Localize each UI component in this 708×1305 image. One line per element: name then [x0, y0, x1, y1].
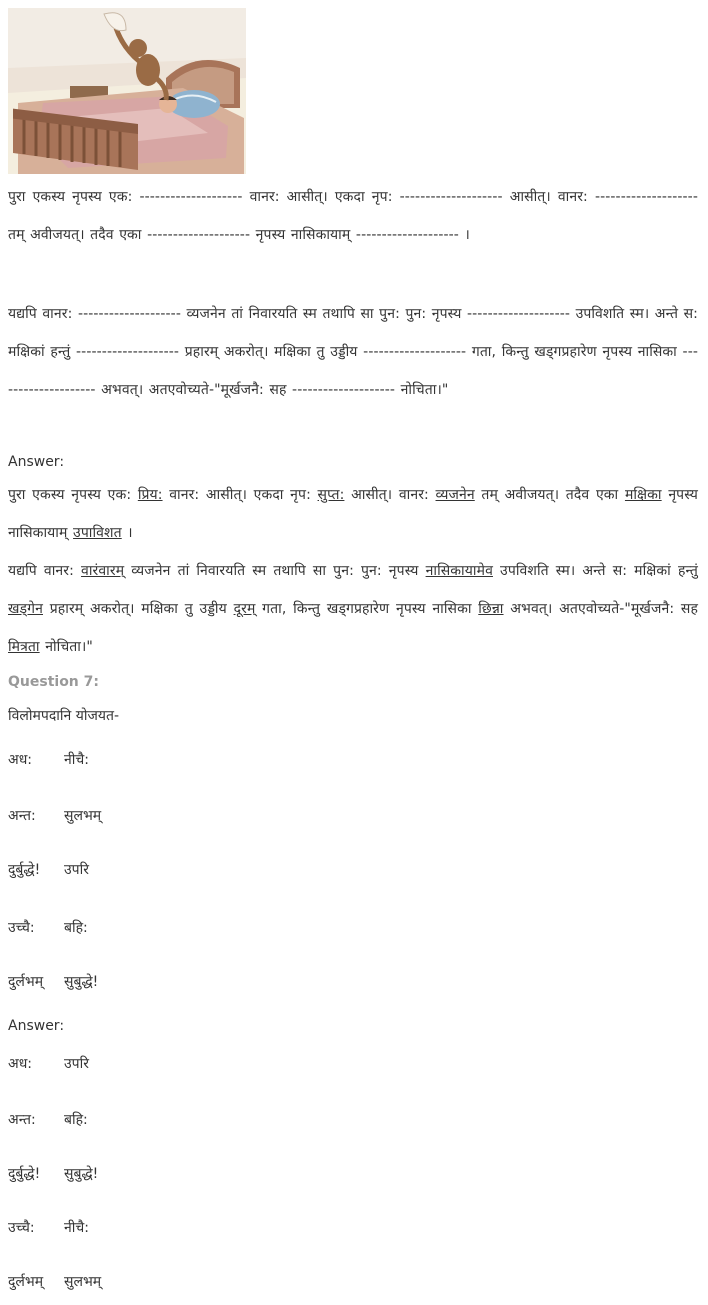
- pair-right: उपरि: [64, 862, 89, 878]
- answer-pair: [8, 1164, 98, 1184]
- answer-blank: उपाविशत: [73, 525, 122, 541]
- pair-left: अध:: [8, 752, 33, 768]
- question-paragraph-2-text: यद्यपि वानर: -------------------- व्यजनेन तां निवारयति स्म तथापि सा पुन: पुन: नृपस्य -------------------- उपविशति स्म। अन्ते स: मक्षिकां हन्तुं -------------------- प्रहारम् अकरोत्। मक्षिका तु उड्डीय -------------------- गता, किन्तु खड्गप्रहारेण नृपस्य नासिका -------------------- अभवत्। अतएवोच्यते-"मूर्खजनै: सह -------------------- नोचिता।": [8, 306, 698, 398]
- answer-text: नृपस्य नासिकायाम्: [8, 487, 699, 541]
- answer-pair: [8, 1272, 101, 1292]
- pair-left: उच्चै:: [8, 920, 35, 936]
- pair-right: बहि:: [64, 1112, 88, 1128]
- pair-left: दुर्बुद्धे!: [8, 1166, 41, 1182]
- pair-right: नीचै:: [64, 752, 90, 768]
- pair-right: सुलभम्: [64, 1274, 102, 1290]
- answer-blank: छिन्ना: [478, 601, 504, 617]
- answer-blank: व्यजनेन: [435, 487, 475, 503]
- answer-text: अभवत्। अतएवोच्यते-"मूर्खजनै: सह: [503, 601, 698, 617]
- question-pair: [8, 750, 89, 770]
- answer-paragraph-2: [8, 552, 698, 666]
- answer-blank: खड्गेन: [8, 601, 43, 617]
- pair-left: दुर्बुद्धे!: [8, 862, 41, 878]
- pair-right: सुबुद्धे!: [64, 1166, 99, 1182]
- answer-blank: मक्षिका: [624, 487, 662, 503]
- answer-text: नोचिता।": [39, 639, 93, 655]
- answer-blank: वारंवारम्: [81, 563, 125, 579]
- answer-pair: [8, 1110, 88, 1130]
- answer-blank: सुप्त:: [317, 487, 345, 503]
- question-7-instruction: विलोमपदानि योजयत-: [8, 708, 120, 724]
- answer-text: ।: [121, 525, 133, 541]
- pair-left: दुर्लभम्: [8, 974, 44, 990]
- answer-text: आसीत्। वानर:: [344, 487, 436, 503]
- answer-blank: मित्रता: [8, 639, 40, 655]
- question-pair: [8, 918, 88, 938]
- monkey-king-illustration: [8, 8, 246, 174]
- answer-text: गता, किन्तु खड्गप्रहारेण नृपस्य नासिका: [255, 601, 479, 617]
- answer-pair: [8, 1054, 89, 1074]
- pair-left: अन्त:: [8, 808, 36, 824]
- answer-text: पुरा एकस्य नृपस्य एक:: [8, 487, 138, 503]
- answer-text: प्रहारम् अकरोत्। मक्षिका तु उड्डीय: [43, 601, 234, 617]
- answer-blank: नासिकायामेव: [425, 563, 493, 579]
- answer-text: यद्यपि वानर:: [8, 563, 82, 579]
- question-paragraph-1-text: पुरा एकस्य नृपस्य एक: -------------------- वानर: आसीत्। एकदा नृप: -------------------- आसीत्। वानर: -------------------- तम् अवीजयत्। तदैव एका -------------------- नृपस्य नासिकायाम् -------------------- ।: [8, 189, 698, 243]
- answer-blank: प्रिय:: [137, 487, 163, 503]
- pair-left: अन्त:: [8, 1112, 36, 1128]
- question-7-heading: Question 7:: [8, 674, 99, 690]
- answer-paragraph-1: [8, 476, 698, 552]
- answer-blank: दूरम्: [233, 601, 256, 617]
- question-paragraph-1: [8, 178, 698, 254]
- answer-text: वानर: आसीत्। एकदा नृप:: [162, 487, 318, 503]
- pair-right: सुबुद्धे!: [64, 974, 99, 990]
- pair-left: अध:: [8, 1056, 33, 1072]
- answer-text: उपविशति स्म। अन्ते स: मक्षिकां हन्तुं: [492, 563, 698, 579]
- answer-text: व्यजनेन तां निवारयति स्म तथापि सा पुन: पुन: नृपस्य: [124, 563, 426, 579]
- pair-right: उपरि: [64, 1056, 89, 1072]
- answer-pair: [8, 1218, 89, 1238]
- pair-left: उच्चै:: [8, 1220, 35, 1236]
- question-paragraph-2: [8, 295, 698, 409]
- pair-right: नीचै:: [64, 1220, 90, 1236]
- answer-label-2: Answer:: [8, 1018, 65, 1034]
- question-pair: [8, 806, 101, 826]
- pair-right: बहि:: [64, 920, 88, 936]
- answer-text: तम् अवीजयत्। तदैव एका: [474, 487, 625, 503]
- question-pair: [8, 972, 98, 992]
- monkey-fanning-sleeping-king-icon: [8, 8, 246, 174]
- answer-label-1: Answer:: [8, 454, 65, 470]
- question-pair: [8, 860, 89, 880]
- pair-right: सुलभम्: [64, 808, 102, 824]
- pair-left: दुर्लभम्: [8, 1274, 44, 1290]
